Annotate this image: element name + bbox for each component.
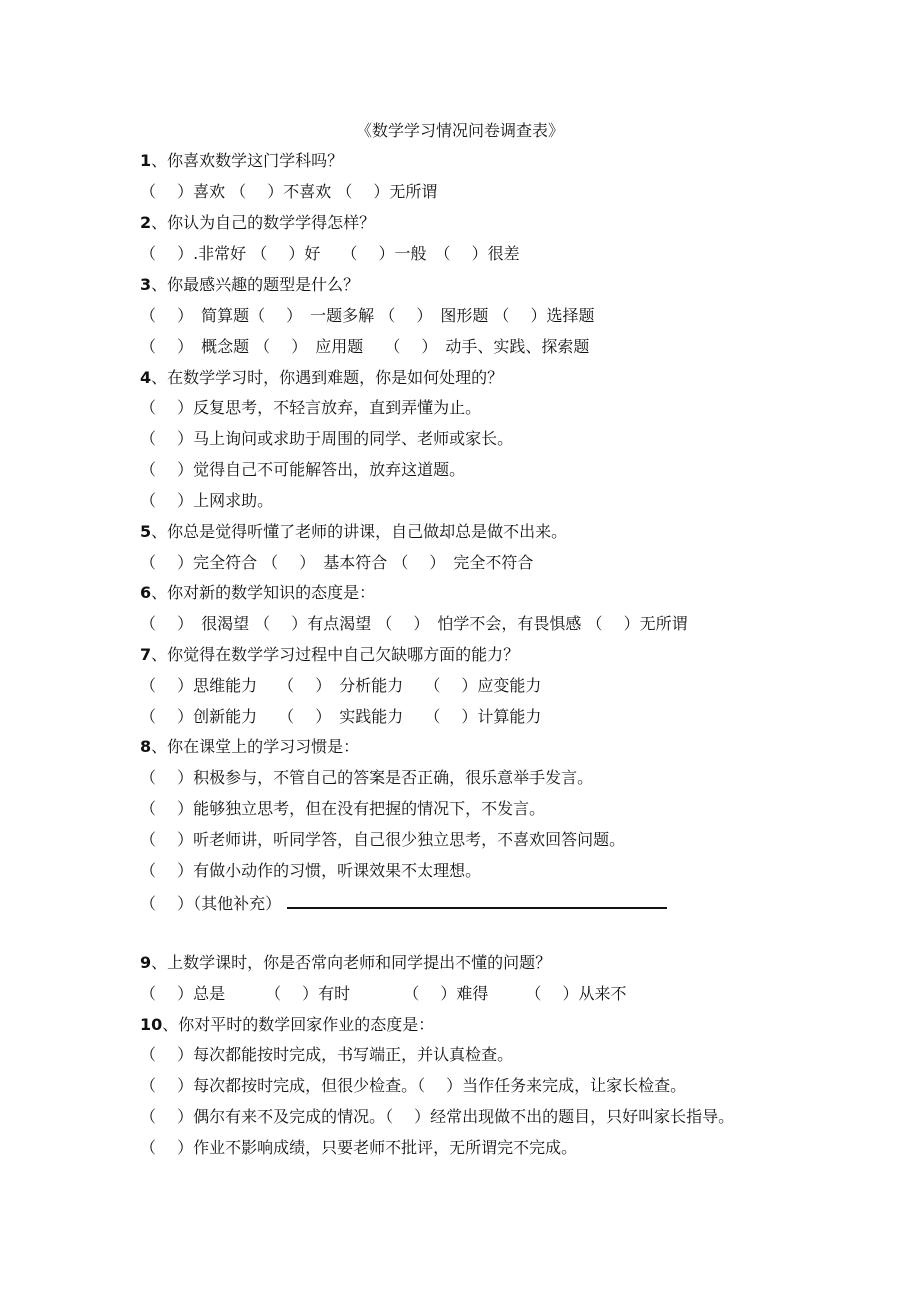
- option-line: （ ）创新能力 （ ） 实践能力 （ ）计算能力: [140, 707, 542, 726]
- option-line: （ ）作业不影响成绩，只要老师不批评，无所谓完不完成。: [140, 1138, 578, 1157]
- option-line: （ ）思维能力 （ ） 分析能力 （ ）应变能力: [140, 676, 542, 695]
- option-line: （ ）完全符合 （ ） 基本符合 （ ） 完全不符合: [140, 553, 534, 572]
- option-line: （ ） 很渴望 （ ）有点渴望 （ ） 怕学不会，有畏惧感 （ ）无所谓: [140, 614, 688, 633]
- option-line: （ ）能够独立思考，但在没有把握的情况下，不发言。: [140, 799, 546, 818]
- option-line: （ ）偶尔有来不及完成的情况。（ ）经常出现做不出的题目，只好叫家长指导。: [140, 1107, 735, 1126]
- question-1: 1、你喜欢数学这门学科吗？: [140, 151, 344, 170]
- option-line: （ ）总是 （ ）有时 （ ）难得 （ ）从来不: [140, 984, 627, 1003]
- question-6: 6、你对新的数学知识的态度是：: [140, 583, 376, 602]
- option-line: （ ）每次都能按时完成，书写端正，并认真检查。: [140, 1045, 514, 1064]
- question-8: 8、你在课堂上的学习习惯是：: [140, 737, 360, 756]
- option-line: （ ）有做小动作的习惯，听课效果不太理想。: [140, 861, 482, 880]
- option-line: （ ）上网求助。: [140, 491, 274, 510]
- fill-in-blank-line[interactable]: [287, 891, 667, 909]
- option-line-other: （ ）（其他补充）: [140, 891, 667, 913]
- option-line: （ ）马上询问或求助于周围的同学、老师或家长。: [140, 429, 514, 448]
- option-line: （ ） 简算题（ ） 一题多解 （ ） 图形题 （ ）选择题: [140, 306, 595, 325]
- option-line: （ ）喜欢 （ ）不喜欢 （ ）无所谓: [140, 182, 438, 201]
- question-10: 10、你对平时的数学回家作业的态度是：: [140, 1015, 435, 1034]
- option-line: （ ） 概念题 （ ） 应用题 （ ） 动手、实践、探索题: [140, 337, 590, 356]
- option-line: （ ）.非常好 （ ）好 （ ）一般 （ ）很差: [140, 244, 520, 263]
- option-line: （ ）积极参与，不管自己的答案是否正确，很乐意举手发言。: [140, 768, 594, 787]
- option-line: （ ）听老师讲，听同学答，自己很少独立思考，不喜欢回答问题。: [140, 830, 626, 849]
- question-7: 7、你觉得在数学学习过程中自己欠缺哪方面的能力？: [140, 645, 520, 664]
- question-2: 2、你认为自己的数学学得怎样？: [140, 213, 376, 232]
- question-4: 4、在数学学习时，你遇到难题，你是如何处理的？: [140, 368, 504, 387]
- option-line: （ ）反复思考，不轻言放弃，直到弄懂为止。: [140, 398, 482, 417]
- question-3: 3、你最感兴趣的题型是什么？: [140, 275, 360, 294]
- document-title: 《数学学习情况问卷调查表》: [355, 121, 564, 140]
- option-line: （ ）每次都按时完成，但很少检查。（ ）当作任务来完成，让家长检查。: [140, 1076, 687, 1095]
- question-5: 5、你总是觉得听懂了老师的讲课，自己做却总是做不出来。: [140, 522, 568, 541]
- option-line: （ ）觉得自己不可能解答出，放弃这道题。: [140, 460, 466, 479]
- question-9: 9、上数学课时，你是否常向老师和同学提出不懂的问题？: [140, 953, 552, 972]
